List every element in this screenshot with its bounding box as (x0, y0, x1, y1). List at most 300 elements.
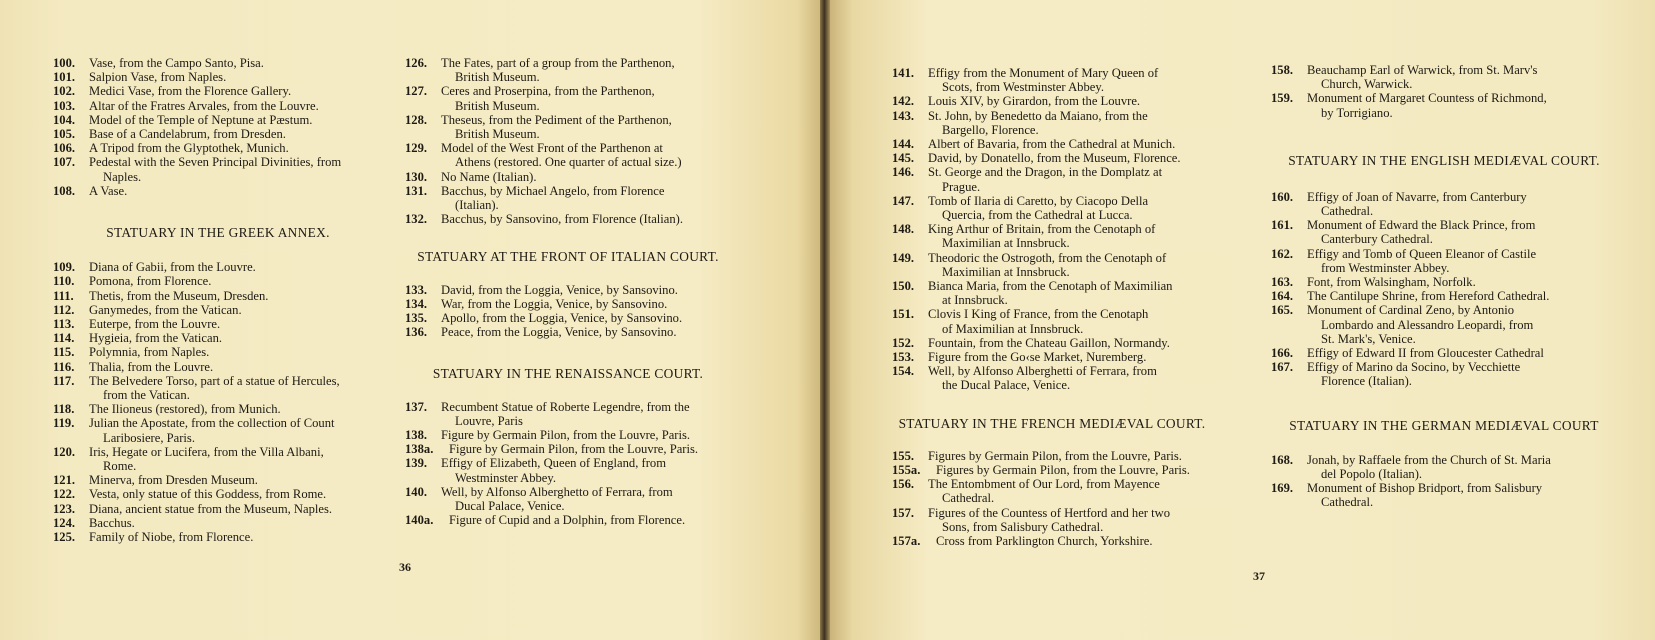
catalogue-entry (892, 251, 1212, 279)
entry-line: from the Vatican. (103, 388, 190, 403)
entry-line: Ducal Palace, Venice. (455, 499, 565, 514)
entry-line: Albert of Bavaria, from the Cathedral at Munich. (928, 137, 1176, 152)
entry-line: Quercia, from the Cathedral at Lucca. (942, 208, 1133, 223)
entry-number: 109. (53, 260, 76, 275)
entry-line: Euterpe, from the Louvre. (89, 317, 221, 332)
entry-description (928, 251, 1212, 279)
entry-number: 138a. (405, 442, 434, 457)
entry-number: 111. (53, 288, 74, 303)
entry-description (928, 449, 1212, 463)
catalogue-entry (892, 307, 1212, 335)
catalogue-entry (53, 56, 383, 70)
catalogue-entry (405, 184, 731, 212)
catalogue-entry (53, 331, 383, 345)
entry-description (1307, 218, 1617, 246)
entry-number: 157. (892, 505, 915, 520)
catalogue-entry (1271, 303, 1617, 346)
entry-line: Effigy from the Monument of Mary Queen of (928, 66, 1159, 80)
entry-number: 140. (405, 484, 428, 499)
entry-number: 142. (892, 94, 915, 109)
entry-number: 125. (53, 530, 76, 545)
catalogue-entry (405, 297, 731, 311)
entry-number: 166. (1271, 346, 1294, 361)
section-heading: STATUARY IN THE FRENCH MEDIÆVAL COURT. (898, 415, 1206, 431)
entry-description (936, 534, 1212, 548)
entry-line: Fountain, from the Chateau Gaillon, Normandy. (928, 335, 1170, 350)
section-heading: STATUARY AT THE FRONT OF ITALIAN COURT. (417, 249, 719, 265)
entry-description (441, 184, 731, 212)
entry-line: Monument of Margaret Countess of Richmond, (1307, 91, 1547, 106)
entry-line: Ganymedes, from the Vatican. (89, 302, 242, 317)
entry-description (89, 289, 383, 303)
entry-line: Hygieia, from the Vatican. (89, 331, 223, 346)
catalogue-entry (405, 212, 731, 226)
entry-line: Bacchus, by Sansovino, from Florence (Italian). (441, 212, 684, 227)
entry-description (1307, 303, 1617, 346)
entry-number: 141. (892, 66, 915, 80)
entry-description (928, 364, 1212, 392)
catalogue-entry (1271, 63, 1617, 91)
entry-line: Sons, from Salisbury Cathedral. (942, 519, 1104, 534)
entry-number: 146. (892, 165, 915, 180)
entry-number: 118. (53, 402, 75, 417)
entry-line: Monument of Bishop Bridport, from Salisbury (1307, 481, 1543, 496)
entry-description (89, 260, 383, 274)
catalogue-entry (405, 485, 731, 513)
entry-line: The Entombment of Our Lord, from Mayence (928, 477, 1160, 492)
entry-description (1307, 190, 1617, 218)
entry-line: The Belvedere Torso, part of a statue of Hercules, (89, 373, 340, 388)
catalogue-entry (405, 311, 731, 325)
entry-line: the Ducal Palace, Venice. (942, 378, 1071, 393)
entry-description (441, 84, 731, 112)
entry-description (89, 530, 383, 544)
entry-line: Jonah, by Raffaele from the Church of St. Maria (1307, 452, 1551, 467)
entry-line: Lombardo and Alessandro Leopardi, from (1321, 317, 1534, 332)
entry-number: 167. (1271, 360, 1294, 375)
entry-line: Iris, Hegate or Lucifera, from the Villa Albani, (89, 444, 324, 459)
left-page-column-2 (405, 56, 731, 527)
entry-description (89, 99, 383, 113)
entry-description (89, 473, 383, 487)
entry-line: Vase, from the Campo Santo, Pisa. (89, 56, 264, 70)
catalogue-entry (53, 317, 383, 331)
entry-number: 144. (892, 137, 915, 152)
catalogue-entry (405, 283, 731, 297)
catalogue-entry (892, 279, 1212, 307)
catalogue-entry (1271, 453, 1617, 481)
entry-line: Altar of the Fratres Arvales, from the Louvre. (89, 98, 319, 113)
entry-line: Cathedral. (942, 491, 995, 506)
entry-line: Pedestal with the Seven Principal Divinities, from (89, 155, 342, 170)
entry-line: Florence (Italian). (1321, 374, 1412, 389)
entry-number: 130. (405, 169, 428, 184)
entry-number: 161. (1271, 218, 1294, 233)
entry-number: 143. (892, 108, 915, 123)
page-number: 37 (1253, 569, 1265, 583)
entry-description (89, 317, 383, 331)
catalogue-list (1271, 63, 1617, 120)
entry-number: 168. (1271, 452, 1294, 467)
catalogue-list (53, 56, 383, 198)
catalogue-entry (53, 113, 383, 127)
catalogue-entry (53, 530, 383, 544)
entry-number: 119. (53, 416, 75, 431)
entry-line: Effigy of Joan of Navarre, from Canterbury (1307, 189, 1527, 204)
catalogue-entry (1271, 91, 1617, 119)
catalogue-entry (892, 463, 1212, 477)
entry-number: 145. (892, 151, 915, 166)
entry-description (1307, 360, 1617, 388)
entry-line: Well, by Alfonso Alberghetti of Ferrara, from (928, 364, 1157, 379)
entry-line: Peace, from the Loggia, Venice, by Sansovino. (441, 325, 677, 340)
entry-number: 149. (892, 250, 915, 265)
entry-description (1307, 289, 1617, 303)
entry-line: Well, by Alfonso Alberghetto of Ferrara, from (441, 484, 673, 499)
catalogue-entry (1271, 218, 1617, 246)
entry-description (928, 307, 1212, 335)
entry-description (928, 151, 1212, 165)
catalogue-entry (53, 445, 383, 473)
entry-description (928, 279, 1212, 307)
entry-number: 129. (405, 141, 428, 156)
catalogue-entry (53, 289, 383, 303)
left-page-column-1 (53, 56, 383, 544)
entry-number: 148. (892, 222, 915, 237)
entry-line: Westminster Abbey. (455, 470, 557, 485)
entry-description (89, 127, 383, 141)
entry-description (1307, 481, 1617, 509)
catalogue-list (405, 56, 731, 226)
entry-line: del Popolo (Italian). (1321, 467, 1423, 482)
entry-line: A Vase. (89, 183, 128, 198)
entry-number: 106. (53, 141, 76, 156)
entry-description (89, 113, 383, 127)
entry-number: 112. (53, 302, 75, 317)
entry-description (89, 141, 383, 155)
entry-line: Church, Warwick. (1321, 77, 1413, 92)
catalogue-entry (53, 84, 383, 98)
catalogue-entry (405, 428, 731, 442)
book-gutter (820, 0, 830, 640)
entry-number: 136. (405, 325, 428, 340)
entry-number: 117. (53, 373, 75, 388)
entry-description (928, 94, 1212, 108)
entry-line: The Cantilupe Shrine, from Hereford Cathedral. (1307, 289, 1550, 304)
section-heading: STATUARY IN THE ENGLISH MEDIÆVAL COURT. (1288, 152, 1600, 168)
entry-line: Figure by Germain Pilon, from the Louvre, Paris. (441, 428, 691, 443)
catalogue-entry (892, 477, 1212, 505)
entry-number: 113. (53, 317, 75, 332)
catalogue-list (1271, 190, 1617, 389)
entry-number: 157a. (892, 534, 921, 549)
entry-number: 159. (1271, 91, 1294, 106)
entry-line: Minerva, from Dresden Museum. (89, 473, 258, 488)
entry-number: 133. (405, 282, 428, 297)
entry-description (1307, 91, 1617, 119)
entry-number: 155a. (892, 463, 921, 478)
entry-description (1307, 346, 1617, 360)
entry-description (441, 56, 731, 84)
entry-number: 101. (53, 70, 76, 85)
entry-description (928, 66, 1212, 94)
catalogue-entry (405, 113, 731, 141)
entry-line: (Italian). (455, 198, 499, 213)
catalogue-entry (53, 303, 383, 317)
entry-line: Salpion Vase, from Naples. (89, 70, 227, 85)
catalogue-entry (1271, 275, 1617, 289)
entry-number: 147. (892, 193, 915, 208)
entry-description (1307, 275, 1617, 289)
entry-description (89, 184, 383, 198)
entry-line: Diana, ancient statue from the Museum, Naples. (89, 501, 333, 516)
entry-number: 163. (1271, 275, 1294, 290)
entry-line: Naples. (103, 169, 142, 184)
catalogue-entry (892, 109, 1212, 137)
entry-number: 107. (53, 155, 76, 170)
entry-line: Diana of Gabii, from the Louvre. (89, 260, 256, 275)
catalogue-entry (892, 66, 1212, 94)
entry-number: 134. (405, 296, 428, 311)
entry-number: 151. (892, 307, 915, 322)
entry-description (1307, 247, 1617, 275)
catalogue-entry (892, 449, 1212, 463)
entry-number: 140a. (405, 513, 434, 528)
catalogue-entry (892, 94, 1212, 108)
entry-description (441, 141, 731, 169)
catalogue-entry (53, 360, 383, 374)
catalogue-entry (53, 274, 383, 288)
entry-line: Rome. (103, 459, 137, 474)
entry-line: Thalia, from the Louvre. (89, 359, 214, 374)
entry-line: David, from the Loggia, Venice, by Sansovino. (441, 282, 678, 297)
entry-line: Tomb of Ilaria di Caretto, by Ciacopo Della (928, 193, 1149, 208)
entry-number: 121. (53, 473, 76, 488)
entry-description (928, 165, 1212, 193)
catalogue-entry (53, 487, 383, 501)
entry-number: 124. (53, 515, 76, 530)
entry-line: Maximilian at Innsbruck. (942, 236, 1070, 251)
entry-description (928, 109, 1212, 137)
entry-line: Theseus, from the Pediment of the Parthenon, (441, 112, 672, 127)
catalogue-entry (892, 506, 1212, 534)
catalogue-entry (405, 84, 731, 112)
entry-line: British Museum. (455, 98, 540, 113)
section-heading: STATUARY IN THE RENAISSANCE COURT. (432, 366, 704, 382)
catalogue-entry (405, 325, 731, 339)
entry-description (1307, 63, 1617, 91)
entry-line: Recumbent Statue of Roberte Legendre, from the (441, 399, 690, 414)
entry-description (89, 70, 383, 84)
entry-description (928, 506, 1212, 534)
entry-line: Ceres and Proserpina, from the Parthenon, (441, 84, 655, 99)
entry-description (928, 350, 1212, 364)
entry-line: Bianca Maria, from the Cenotaph of Maximilian (928, 279, 1173, 294)
entry-line: Laribosiere, Paris. (103, 430, 195, 445)
catalogue-entry (53, 502, 383, 516)
catalogue-list (892, 66, 1212, 393)
entry-description (936, 463, 1212, 477)
entry-line: Figure by Germain Pilon, from the Louvre, Paris. (449, 442, 699, 457)
entry-line: Cross from Parklington Church, Yorkshire. (936, 534, 1153, 549)
catalogue-entry (53, 416, 383, 444)
right-page-column-1 (892, 66, 1212, 548)
catalogue-list (892, 449, 1212, 548)
entry-description (928, 477, 1212, 505)
entry-description (89, 416, 383, 444)
entry-description (89, 516, 383, 530)
entry-description (89, 84, 383, 98)
catalogue-entry (1271, 360, 1617, 388)
entry-description (441, 170, 731, 184)
entry-line: Maximilian at Innsbruck. (942, 264, 1070, 279)
entry-number: 110. (53, 274, 75, 289)
entry-number: 114. (53, 331, 75, 346)
entry-line: Figures of the Countess of Hertford and her two (928, 505, 1171, 520)
catalogue-entry (405, 442, 731, 456)
entry-line: Medici Vase, from the Florence Gallery. (89, 84, 292, 99)
entry-line: Figures by Germain Pilon, from the Louvre, Paris. (936, 463, 1190, 478)
entry-description (441, 456, 731, 484)
entry-line: Polymnia, from Naples. (89, 345, 210, 360)
entry-description (449, 442, 731, 456)
section-heading: STATUARY IN THE GERMAN MEDIÆVAL COURT (1289, 417, 1599, 433)
entry-description (89, 303, 383, 317)
entry-line: of Maximilian at Innsbruck. (942, 321, 1084, 336)
catalogue-entry (53, 473, 383, 487)
entry-description (441, 297, 731, 311)
entry-number: 115. (53, 345, 75, 360)
entry-number: 154. (892, 364, 915, 379)
entry-line: Thetis, from the Museum, Dresden. (89, 288, 269, 303)
entry-number: 102. (53, 84, 76, 99)
catalogue-entry (405, 170, 731, 184)
entry-number: 103. (53, 98, 76, 113)
entry-line: War, from the Loggia, Venice, by Sansovino. (441, 296, 668, 311)
entry-number: 135. (405, 311, 428, 326)
right-page-column-2 (1271, 63, 1617, 510)
entry-line: Bacchus. (89, 515, 135, 530)
entry-line: Bargello, Florence. (942, 122, 1039, 137)
entry-description (89, 487, 383, 501)
catalogue-entry (1271, 481, 1617, 509)
entry-description (441, 283, 731, 297)
entry-number: 127. (405, 84, 428, 99)
entry-line: Effigy and Tomb of Queen Eleanor of Castile (1307, 246, 1537, 261)
catalogue-entry (53, 127, 383, 141)
entry-description (441, 400, 731, 428)
catalogue-entry (892, 137, 1212, 151)
catalogue-entry (53, 374, 383, 402)
catalogue-entry (53, 70, 383, 84)
entry-description (89, 502, 383, 516)
entry-line: St. John, by Benedetto da Maiano, from the (928, 108, 1148, 123)
catalogue-entry (53, 99, 383, 113)
entry-description (89, 374, 383, 402)
catalogue-entry (892, 222, 1212, 250)
entry-line: British Museum. (455, 127, 540, 142)
entry-description (928, 222, 1212, 250)
catalogue-entry (53, 260, 383, 274)
entry-line: Monument of Cardinal Zeno, by Antonio (1307, 303, 1515, 318)
entry-line: St. Mark's, Venice. (1321, 331, 1416, 346)
entry-line: Figure of Cupid and a Dolphin, from Florence. (449, 513, 686, 528)
entry-number: 126. (405, 56, 428, 70)
entry-number: 153. (892, 350, 915, 365)
entry-description (441, 485, 731, 513)
entry-number: 155. (892, 448, 915, 463)
entry-number: 116. (53, 359, 75, 374)
catalogue-entry (405, 456, 731, 484)
catalogue-entry (53, 184, 383, 198)
entry-line: No Name (Italian). (441, 169, 537, 184)
catalogue-entry (892, 350, 1212, 364)
entry-description (441, 113, 731, 141)
entry-line: A Tripod from the Glyptothek, Munich. (89, 141, 289, 156)
entry-number: 128. (405, 112, 428, 127)
entry-line: Theodoric the Ostrogoth, from the Cenotaph of (928, 250, 1167, 265)
entry-line: Apollo, from the Loggia, Venice, by Sansovino. (441, 311, 683, 326)
entry-line: Pomona, from Florence. (89, 274, 212, 289)
catalogue-entry (892, 151, 1212, 165)
entry-line: Vesta, only statue of this Goddess, from Rome. (89, 487, 327, 502)
entry-line: The Fates, part of a group from the Parthenon, (441, 56, 675, 70)
section-heading: STATUARY IN THE GREEK ANNEX. (106, 225, 330, 241)
entry-number: 123. (53, 501, 76, 516)
entry-number: 132. (405, 212, 428, 227)
catalogue-entry (1271, 289, 1617, 303)
entry-line: Font, from Walsingham, Norfolk. (1307, 275, 1476, 290)
entry-description (89, 331, 383, 345)
entry-description (89, 360, 383, 374)
entry-number: 131. (405, 183, 428, 198)
entry-number: 165. (1271, 303, 1294, 318)
catalogue-list (405, 283, 731, 340)
catalogue-list (1271, 453, 1617, 510)
entry-line: Scots, from Westminster Abbey. (942, 80, 1104, 95)
entry-number: 120. (53, 444, 76, 459)
entry-number: 105. (53, 127, 76, 142)
entry-line: Canterbury Cathedral. (1321, 232, 1433, 247)
entry-line: Athens (restored. One quarter of actual size.) (455, 155, 682, 170)
entry-number: 169. (1271, 481, 1294, 496)
entry-line: Julian the Apostate, from the collection of Count (89, 416, 335, 431)
catalogue-entry (1271, 346, 1617, 360)
entry-line: Model of the West Front of the Parthenon at (441, 141, 663, 156)
entry-line: at Innsbruck. (942, 293, 1008, 308)
entry-description (928, 194, 1212, 222)
entry-line: King Arthur of Britain, from the Cenotaph of (928, 222, 1156, 237)
entry-description (441, 325, 731, 339)
entry-line: by Torrigiano. (1321, 105, 1393, 120)
catalogue-entry (53, 345, 383, 359)
entry-line: Prague. (942, 179, 981, 194)
entry-description (89, 345, 383, 359)
entry-number: 139. (405, 456, 428, 471)
entry-line: British Museum. (455, 70, 540, 85)
entry-number: 104. (53, 112, 76, 127)
entry-line: Figures by Germain Pilon, from the Louvre, Paris. (928, 448, 1182, 463)
catalogue-entry (892, 194, 1212, 222)
entry-line: Bacchus, by Michael Angelo, from Florence (441, 183, 665, 198)
entry-line: Monument of Edward the Black Prince, from (1307, 218, 1536, 233)
entry-line: Model of the Temple of Neptune at Pæstum. (89, 112, 313, 127)
entry-description (441, 428, 731, 442)
catalogue-entry (1271, 247, 1617, 275)
entry-description (89, 155, 383, 183)
catalogue-entry (53, 402, 383, 416)
catalogue-entry (892, 364, 1212, 392)
